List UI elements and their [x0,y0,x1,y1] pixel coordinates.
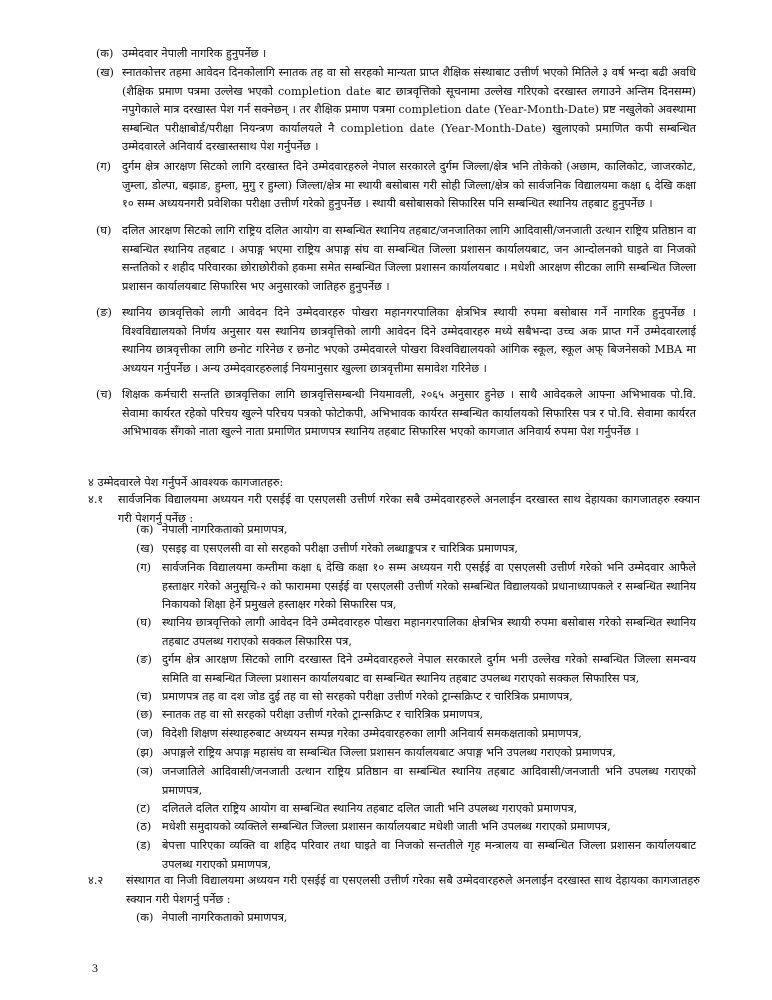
subsection-text: संस्थागत वा निजी विद्यालयमा अध्ययन गरी एसईई वा एसएलसी उत्तीर्ण गरेका सबै उम्मेदवारहरुले अनलाईन दरखास्त साथ देहायका कागजातहरु स्क्यान गरी पेशगर्नु पर्नेछ : [126,874,700,906]
item-text: उम्मेदवार नेपाली नागरिक हुनुपर्नेछ । [122,47,267,60]
list-item [136,688,696,707]
page-number: 3 [92,961,98,975]
item-text: दलित आरक्षण सिटको लागि राष्ट्रिय दलित आयोग वा सम्बन्धित स्थानिय तहबाट/जनजातिका लागि आदिवासी/जनजाती उत्थान राष्ट्रिय प्रतिष्ठान वा सम्बन्धित स्थानिय तहबाट । अपाङ्ग भएमा राष्ट्रिय अपाङ्ग संघ वा सम्बन्धित जिल्ला प्रशासन कार्यालयबाट, जन आन्दोलनको घाइते वा निजको सन्ततिको र शहीद परिवारका छोराछोरीको हकमा समेत सम्बन्धित जिल्ला प्रशासन कार्यालयबाट । मधेशी आरक्षण सीटका लागि सम्बन्धित जिल्ला प्रशासन कार्यालयबाट सिफारिस भए अनुसारको जातिहरु हुनुपर्नेछ । [122,224,696,293]
item-marker: (ज) [136,727,154,740]
item-text: दुर्गम क्षेत्र आरक्षण सिटको लागि दरखास्त दिने उम्मेदवारहरुले नेपाल सरकारले दुर्गम भनी उल्लेख गरेको सम्बन्धित जिल्ला समन्वय समिति वा सम्बन्धित जिल्ला प्रशासन कार्यालयबाट वा सम्बन्धित स्थानिय तहबाट उपलब्ध गराएको सक्कल सिफारिस पत्र, [162,653,696,685]
list-item [96,64,696,157]
item-text: दुर्गम क्षेत्र आरक्षण सिटको लागि दरखास्त दिने उम्मेदवारहरुले नेपाल सरकारले दुर्गम जिल्ला/क्षेत्र भनि तोकेको (अछाम, कालिकोट, जाजरकोट, जुम्ला, डोल्पा, बझाङ, हुम्ला, मुगु र हुम्ला) जिल्ला/क्षेत्र मा स्थायी बसोबास गरी सोही जिल्ला/क्षेत्र को सार्वजनिक विद्यालयमा कक्षा ६ देखि कक्षा १० सम्म अध्ययनगरी प्रवेशिका परीक्षा उत्तीर्ण गरेको हुनुपर्नेछ । स्थायी बसोबासको सिफारिस पनि सम्बन्धित स्थानिय तहबाट हुनुपर्नेछ । [122,160,696,211]
list-item [136,909,696,928]
list-item [96,304,696,378]
section-heading: ४ उम्मेदवारले पेश गर्नुपर्ने आवश्यक कागजातहरु: [88,476,284,489]
item-marker: (ञ) [136,765,154,778]
item-marker: (च) [136,690,152,703]
list-item [136,800,696,819]
item-text: नेपाली नागरिकताको प्रमाणपत्र, [162,523,288,536]
item-text: स्थानिय छात्रवृत्तिको लागी आवेदन दिने उम्मेदवारहरु पोखरा महानगरपालिका क्षेत्रभित्र स्थायी रुपमा बसोबास गर्ने नागरिक हुनुपर्नेछ । विश्वविद्यालयको निर्णय अनुसार यस स्थानिय छात्रवृत्तिको लागी आवेदन दिने उम्मेदवारहरु मध्ये सबैभन्दा उच्च अक प्राप्त गर्ने उम्मेदवारलाई स्थानिय छात्रवृत्तीका लागि छनोट गरिनेछ र छनोट भएको उम्मेदवारले पोखरा विश्वविद्यालयको आंगिक स्कूल, स्कूल अफ् बिजनेसको MBA मा अध्ययन गर्नुपर्नेछ । अन्य उम्मेदवारहरुलाई नियमानुसार खुल्ला छात्रवृत्तीमा समावेश गरिनेछ । [122,306,696,375]
list-item [136,725,696,744]
item-marker: (क) [136,911,154,924]
subsection-text: सार्वजनिक विद्यालयमा अध्ययन गरी एसईई वा एसएलसी उत्तीर्ण गरेका सबै उम्मेदवारहरुले अनलाईन दरखास्त साथ देहायका कागजातहरु स्क्यान गरी पेशगर्नु पर्नेछ : [118,493,700,525]
item-text: बेपत्ता पारिएका व्यक्ति वा शहिद परिवार तथा घाइते वा निजको सन्ततीले गृह मन्त्रालय वा सम्बन्धित जिल्ला प्रशासन कार्यालयबाट उपलब्ध गराएको प्रमाणपत्र, [162,839,696,871]
list-item [136,763,696,800]
subsection-number: ४.१ [88,493,104,506]
list-item [136,614,696,651]
list-item [136,521,696,540]
item-text: स्थानिय छात्रवृत्तिको लागी आवेदन दिने उम्मेदवारहरु पोखरा महानगरपालिका क्षेत्रभित्र स्थायी रुपमा बसोबास गरेको सम्बन्धित स्थानिय तहबाट उपलब्ध गराएको सक्कल सिफारिस पत्र, [162,616,696,648]
list-item [96,386,696,442]
item-marker: (ङ) [136,653,152,666]
list-item [136,744,696,763]
item-text: अपाङ्गले राष्ट्रिय अपाङ्ग महासंघ वा सम्बन्धित जिल्ला प्रशासन कार्यालयबाट अपाङ्ग भनि उपलब्ध गराएको प्रमाणपत्र, [162,746,616,759]
item-marker: (छ) [136,708,153,721]
item-marker: (ड) [136,839,151,852]
subsection-number: ४.२ [88,874,104,887]
list-item [96,222,696,296]
list-item [136,837,696,874]
item-marker: (घ) [136,616,152,629]
list-item [136,818,696,837]
item-marker: (च) [96,388,112,401]
item-marker: (क) [136,523,154,536]
item-marker: (ख) [136,542,154,555]
list-item [136,706,696,725]
list-item [96,45,696,64]
item-marker: (ठ) [136,820,152,833]
item-marker: (घ) [96,224,112,237]
item-text: सार्वजनिक विद्यालयमा कम्तीमा कक्षा ६ देखि कक्षा १० सम्म अध्ययन गरी एसईई वा एसएलसी उत्तीर्ण गरेको भनि उम्मेदवार आफैले हस्ताक्षर गरेको अनुसूचि-२ को फाराममा एसईई वा एसएलसी उत्तीर्ण गरेको सम्बन्धित विद्यालयको प्रधानाध्यापकले र सम्बन्धित स्थानिय निकायको शिक्षा हेर्ने प्रमुखले हस्ताक्षर गरेको सिफारिस पत्र, [162,561,696,612]
item-text: स्नातक तह वा सो सरहको परीक्षा उत्तीर्ण गरेको ट्रान्सक्रिप्ट र चारित्रिक प्रमाणपत्र, [162,708,484,721]
item-marker: (झ) [136,746,154,759]
item-marker: (ग) [136,561,152,574]
list-item [96,158,696,214]
item-marker: (ट) [136,802,151,815]
item-marker: (क) [96,47,114,60]
item-text: एसइइ वा एसएलसी वा सो सरहको परीक्षा उत्तीर्ण गरेको लब्धाङ्कपत्र र चारित्रिक प्रमाणपत्र, [162,542,518,555]
list-item [136,540,696,559]
item-text: नेपाली नागरिकताको प्रमाणपत्र, [162,911,288,924]
subsection-4-2 [88,872,700,909]
item-text: विदेशी शिक्षण संस्थाहरुबाट अध्ययन सम्पन्न गरेका उम्मेदवारहरुका लागी अनिवार्य समकक्षताको प्रमाणपत्र, [162,727,582,740]
item-text: प्रमाणपत्र तह वा दश जोड दुई तह वा सो सरहको परीक्षा उत्तीर्ण गरेको ट्रान्सक्रिप्ट र चारित्रिक प्रमाणपत्र, [162,690,573,703]
item-text: मधेशी समुदायको व्यक्तिले सम्बन्धित जिल्ला प्रशासन कार्यालयबाट मधेशी जाती भनि उपलब्ध गराएको प्रमाणपत्र, [162,820,611,833]
list-item [136,651,696,688]
item-text: दलितले दलित राष्ट्रिय आयोग वा सम्बन्धित स्थानिय तहबाट दलित जाती भनि उपलब्ध गराएको प्रमाणपत्र, [162,802,578,815]
item-text: शिक्षक कर्मचारी सन्तति छात्रवृत्तिका लागि छात्रवृत्तिसम्बन्धी नियमावली, २०६५ अनुसार हुनेछ । साथै आवेदकले आफ्ना अभिभावक पो.वि. सेवामा कार्यरत रहेको परिचय खुल्ने परिचय पत्रको फोटोकपी, अभिभावक कार्यरत सम्बन्धित कार्यालयको सिफारिस पत्र र पो.वि. सेवामा कार्यरत अभिभावक सँगको नाता खुल्ने नाता प्रमाणित प्रमाणपत्र स्थानिय तहबाट सिफारिस भएको कागजात अनिवार्य रुपमा पेश गर्नुपर्नेछ । [122,388,696,439]
item-text: स्नातकोत्तर तहमा आवेदन दिनकोलागि स्नातक तह वा सो सरहको मान्यता प्राप्त शैक्षिक संस्थाबाट उत्तीर्ण भएको मितिले ३ वर्ष भन्दा बढी अवधि (शैक्षिक प्रमाण पत्रमा उल्लेख भएको completion date बाट छात्रवृत्तिको सूचनामा उल्लेख गरिएको दरखास्त लगाउने अन्तिम दिनसम्म) नपुगेकाले मात्र दरखास्त पेश गर्न सक्नेछन् । तर शैक्षिक प्रमाण पत्रमा completion date (Year-Month-Date) प्रष्ट नखुलेको अवस्थामा सम्बन्धित परीक्षाबोर्ड/परीक्षा नियन्त्रण कार्यालयले नै completion date (Year-Month-Date) खुलाएको प्रमाणित कपी सम्बन्धित उम्मेदवारले अनिवार्य दरखास्तसाथ पेश गर्नुपर्नेछ । [122,66,696,154]
item-text: जनजातिले आदिवासी/जनजाती उत्थान राष्ट्रिय प्रतिष्ठान वा सम्बन्धित स्थानिय तहबाट आदिवासी/जनजाती भनि उपलब्ध गराएको प्रमाणपत्र, [162,765,696,797]
item-marker: (ख) [96,66,114,79]
item-marker: (ङ) [96,306,112,319]
list-item [136,559,696,615]
item-marker: (ग) [96,160,112,173]
